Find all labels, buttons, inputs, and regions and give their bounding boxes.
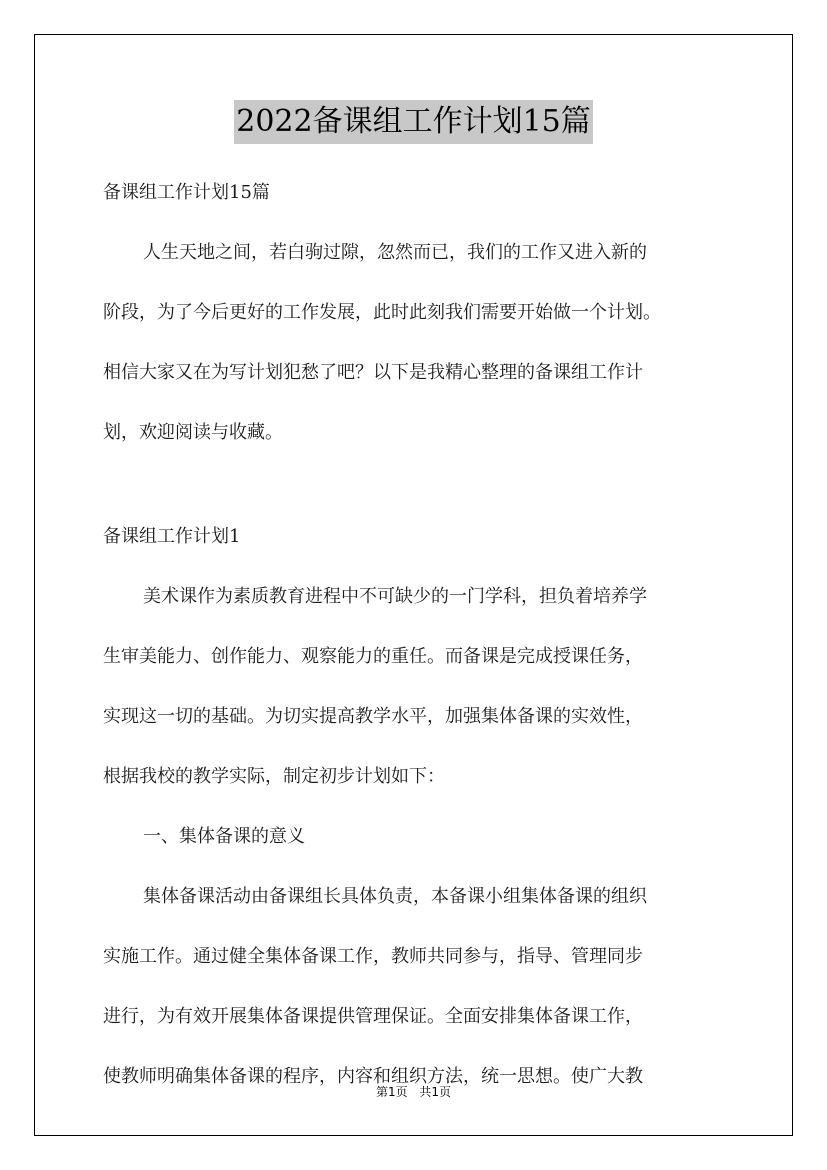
paragraph-line: 实现这一切的基础。为切实提高教学水平，加强集体备课的实效性， (103, 706, 643, 727)
paragraph-line: 阶段，为了今后更好的工作发展，此时此刻我们需要开始做一个计划。 (103, 302, 661, 323)
paragraph-line: 集体备课活动由备课组长具体负责，本备课小组集体备课的组织 (143, 886, 647, 907)
paragraph-line: 划，欢迎阅读与收藏。 (103, 422, 283, 443)
paragraph-line: 实施工作。通过健全集体备课工作，教师共同参与，指导、管理同步 (103, 946, 643, 967)
paragraph-line: 生审美能力、创作能力、观察能力的重任。而备课是完成授课任务， (103, 646, 643, 667)
paragraph-line: 进行，为有效开展集体备课提供管理保证。全面安排集体备课工作， (103, 1006, 643, 1027)
subtitle: 备课组工作计划15篇 (103, 182, 270, 203)
page-footer (0, 1083, 827, 1100)
paragraph-line: 美术课作为素质教育进程中不可缺少的一门学科，担负着培养学 (143, 586, 647, 607)
page-total: 共1页 (419, 1085, 452, 1099)
paragraph-spacer (103, 463, 743, 507)
title-container (0, 100, 827, 144)
page-number: 第1页 (375, 1085, 408, 1099)
paragraph-line: 使教师明确集体备课的程序，内容和组织方法，统一思想。使广大教 (103, 1066, 643, 1087)
document-title: 2022备课组工作计划15篇 (234, 100, 593, 144)
paragraph-line: 人生天地之间，若白驹过隙，忽然而已，我们的工作又进入新的 (143, 242, 647, 263)
section-heading: 备课组工作计划1 (103, 526, 241, 547)
paragraph-line: 根据我校的教学实际，制定初步计划如下： (103, 766, 445, 787)
paragraph-line: 相信大家又在为写计划犯愁了吧？以下是我精心整理的备课组工作计 (103, 362, 643, 383)
document-body (103, 163, 743, 1107)
point-heading: 一、集体备课的意义 (143, 826, 305, 847)
